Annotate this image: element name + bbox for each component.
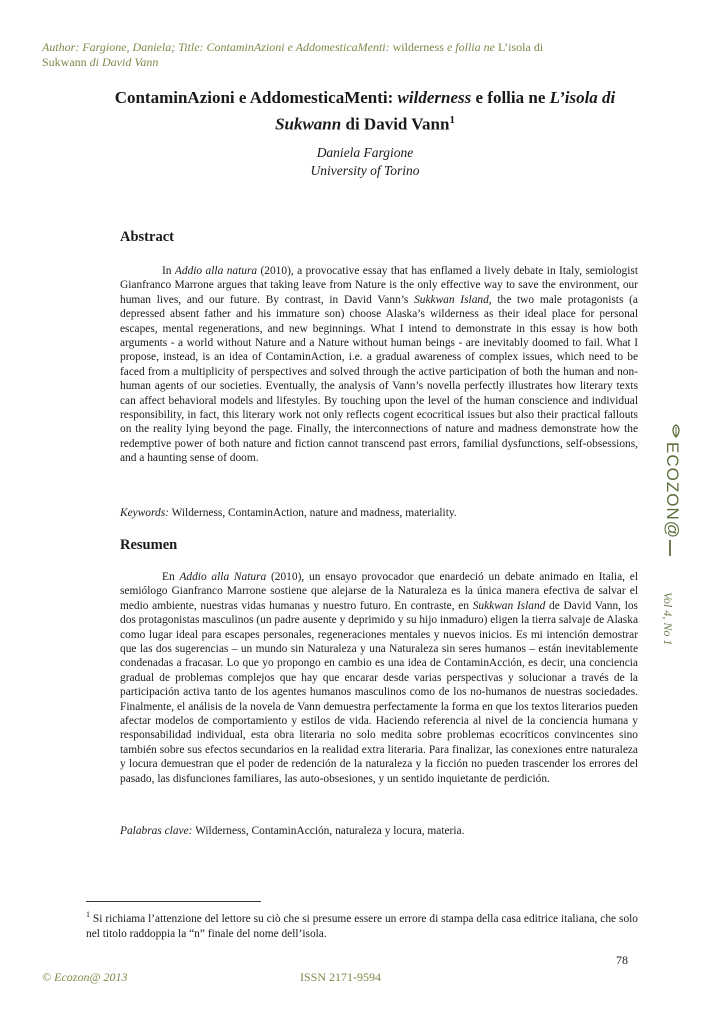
header-text-3: e follia ne: [446, 40, 498, 54]
abstract-heading: Abstract: [120, 229, 174, 245]
volume-label: Vol 4, No 1: [661, 592, 675, 646]
header-text-2: wilderness: [392, 40, 447, 54]
resumen-italic-1: Addio alla Natura: [179, 571, 267, 583]
header-text-5: Sukwann: [42, 55, 90, 69]
resumen-heading: Resumen: [120, 537, 178, 553]
footer-issn: ISSN 2171-9594: [300, 970, 382, 984]
footer-copyright: © Ecozon@ 2013: [42, 970, 128, 984]
footnote: [86, 907, 638, 942]
author-affiliation: University of Torino: [310, 163, 420, 178]
resumen-text-1: En: [162, 571, 180, 583]
article-title: [70, 87, 660, 136]
resumen-paragraph: [120, 570, 638, 786]
leaf-icon: [670, 424, 682, 438]
keywords-label: Keywords:: [120, 507, 169, 519]
resumen-keywords: [120, 824, 638, 838]
footnote-divider: [86, 901, 261, 902]
resumen-text-2: (2010), un ensayo provocador que enardeció un debate animado en Italia, el semiólogo Gianfranco Marrone sostiene que alejarse de la Naturaleza es la única manera efectiva de salvar el medio ambiente, nuestras vidas humanas y nuestro futuro. En contraste, en: [120, 571, 638, 612]
header-text-6: di David Vann: [89, 55, 159, 69]
title-part-5: Sukwann: [275, 114, 342, 134]
abstract-italic-1: Addio alla natura: [174, 265, 258, 277]
abstract-italic-2: Sukkwan Island: [414, 293, 489, 306]
running-header: [42, 40, 632, 70]
title-part-4: L’isola di: [549, 88, 616, 107]
header-text-4: L’isola di: [497, 40, 544, 54]
title-part-1: ContaminAzioni e AddomesticaMenti:: [114, 88, 398, 107]
abstract-paragraph: [120, 264, 638, 466]
footnote-text: Si richiama l’attenzione del lettore su ciò che si presume essere un errore di stampa della casa editrice italiana, che solo nel titolo raddoppia la “n” finale del nome dell’isola.: [86, 912, 638, 940]
author-block: [70, 144, 660, 180]
keywords-text: Wilderness, ContaminAction, nature and madness, materiality.: [168, 507, 457, 519]
title-part-6: di David Vann: [341, 114, 450, 134]
title-footnote-mark[interactable]: 1: [449, 114, 455, 126]
sidebar-divider: [669, 540, 671, 556]
resumen-italic-2: Sukkwan Island: [472, 599, 546, 612]
page-number: 78: [616, 953, 628, 967]
abstract-text-1: In: [162, 265, 175, 277]
palabras-clave-label: Palabras clave:: [120, 825, 193, 837]
author-name: Daniela Fargione: [316, 145, 414, 160]
palabras-clave-text: Wilderness, ContaminAcción, naturaleza y locura, materia.: [192, 825, 465, 837]
footnote-mark: 1: [86, 910, 90, 919]
title-part-3: e follia ne: [471, 88, 550, 107]
header-text-1: Author: Fargione, Daniela; Title: ContaminAzioni e AddomesticaMenti:: [42, 40, 393, 54]
abstract-keywords: [120, 506, 638, 520]
title-part-2: wilderness: [397, 88, 472, 107]
abstract-text-2: (2010), a provocative essay that has enflamed a lively debate in Italy, semiologist Gianfranco Marrone argues that taking leave from Nature is the only effective way to save the environment, our human lives, and our future. By contrast, in David Vann’s: [120, 265, 638, 306]
abstract-text-3: , the two male protagonists (a depressed absent father and his immature son) choose Alaska’s wilderness as their ideal place for personal escapes, mental regenerations, and new beginnings. What I intend to demonstrate in this essay is how both arguments - a world without Nature and a Nature without human beings - are inevitably doomed to fail. What I propose, instead, is an idea of ContaminAction, i.e. a gradual awareness of complex issues, which need to be faced from a multiplicity of perspectives and solved through the active participation of both the human and non-human agents of our societies. Eventually, the analysis of Vann’s novella perfectly illustrates how literary texts can affect behavioral models and lifestyles. By touching upon the level of the human conscience and individual responsibility, in fact, this literary work not only reflects cogent ecocritical issues but also their practical fallouts on the reality lying beyond the page. Finally, the interconnections of nature and madness demonstrate how the redemptive power of both nature and fiction cannot transcend past errors, familial dysfunctions, self-obsessions, and a haunting sense of doom.: [120, 293, 638, 465]
resumen-text-3: de David Vann, los dos protagonistas masculinos (un padre ausente y deprimido y su hijo inmaduro) eligen la tierra salvaje de Alaska como lugar ideal para escapes personales, regeneraciones mentales y nuevos inicios. Es mi intención demostrar que las dos sugerencias – un mundo sin Naturaleza y una Naturaleza sin seres humanos – están inevitablemente condenadas a fracasar. Lo que yo propongo en cambio es una idea de ContaminAcción, es decir, una conciencia gradual de problemas complejos que hay que encarar desde varias perspectivas y solucionar a través de la participación activa tanto de los agentes humanos masculinos como de los no-humanos de nuestras sociedades. Finalmente, el análisis de la novela de Vann demuestra perfectamente la forma en que los textos literarios pueden afectar modelos de comportamiento y estilos de vida. Haciendo referencia al nivel de la conciencia humana y responsabilidad individual, esta obra literaria no solo medita sobre problemas ecocríticos convincentes sino también sobre sus efectos secundarios en la realidad extra literaria. Para finalizar, las conexiones entre naturaleza y locura demuestran que el poder de redención de la naturaleza y la ficción no pueden trascender los errores del pasado, las disfunciones familiares, las auto-obsesiones, y un sentido inquietante de perdición.: [120, 599, 638, 785]
ecozon-logo: ECOZON@: [663, 442, 682, 539]
